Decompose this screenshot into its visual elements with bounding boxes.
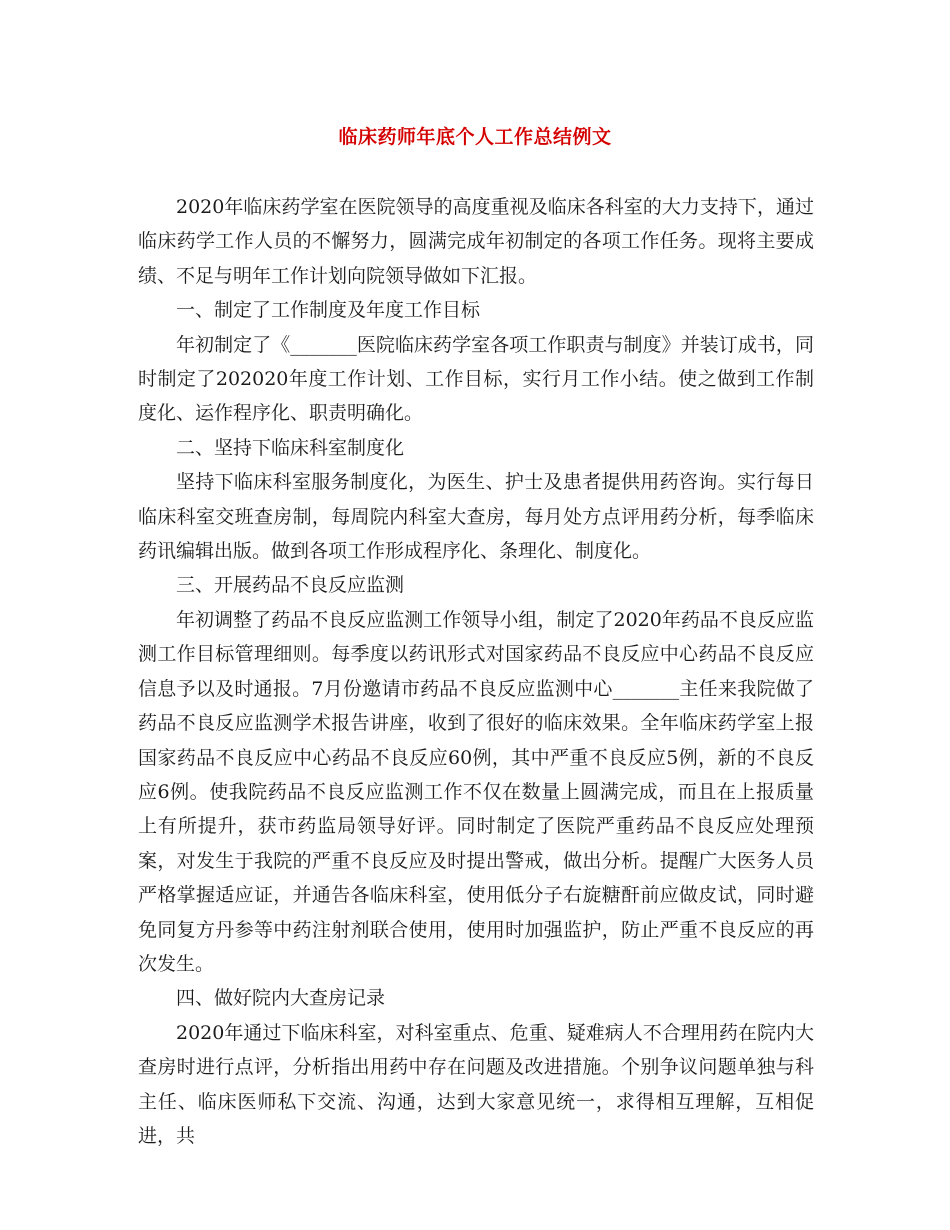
section-paragraph-3: 年初调整了药品不良反应监测工作领导小组，制定了2020年药品不良反应监测工作目标管理细则。每季度以药讯形式对国家药品不良反应中心药品不良反应信息予以及时通报。7月份邀请市药品不良反应监测中心_______主任来我院做了药品不良反应监测学术报告讲座，收到了很好的临床效果。全年临床药学室上报国家药品不良反应中心药品不良反应60例，其中严重不良反应5例，新的不良反应6例。使我院药品不良反应监测工作不仅在数量上圆满完成，而且在上报质量上有所提升，获市药监局领导好评。同时制定了医院严重药品不良反应处理预案，对发生于我院的严重不良反应及时提出警戒，做出分析。提醒广大医务人员严格掌握适应证，并通告各临床科室，使用低分子右旋糖酐前应做皮试，同时避免同复方丹参等中药注射剂联合使用，使用时加强监护，防止严重不良反应的再次发生。 (138, 608, 814, 975)
section-paragraph-1: 年初制定了《_______医院临床药学室各项工作职责与制度》并装订成书，同时制定了202020年度工作计划、工作目标，实行月工作小结。使之做到工作制度化、运作程序化、职责明确化。 (138, 333, 814, 425)
section-heading-2: 二、坚持下临床科室制度化 (176, 436, 405, 459)
section-paragraph-4: 2020年通过下临床科室，对科室重点、危重、疑难病人不合理用药在院内大查房时进行点评，分析指出用药中存在问题及改进措施。个别争议问题单独与科主任、临床医师私下交流、沟通，达到大家意见统一，求得相互理解，互相促进，共 (138, 1021, 814, 1147)
section-paragraph-2: 坚持下临床科室服务制度化，为医生、护士及患者提供用药咨询。实行每日临床科室交班查房制，每周院内科室大查房，每月处方点评用药分析，每季临床药讯编辑出版。做到各项工作形成程序化、条理化、制度化。 (138, 471, 814, 563)
document-body (138, 190, 814, 1153)
document-title: 临床药师年底个人工作总结例文 (338, 126, 612, 148)
section-heading-3: 三、开展药品不良反应监测 (176, 574, 405, 597)
section-heading-1: 一、制定了工作制度及年度工作目标 (176, 299, 481, 322)
section-heading-4: 四、做好院内大查房记录 (176, 987, 386, 1010)
intro-paragraph: 2020年临床药学室在医院领导的高度重视及临床各科室的大力支持下，通过临床药学工作人员的不懈努力，圆满完成年初制定的各项工作任务。现将主要成绩、不足与明年工作计划向院领导做如下汇报。 (138, 196, 814, 287)
